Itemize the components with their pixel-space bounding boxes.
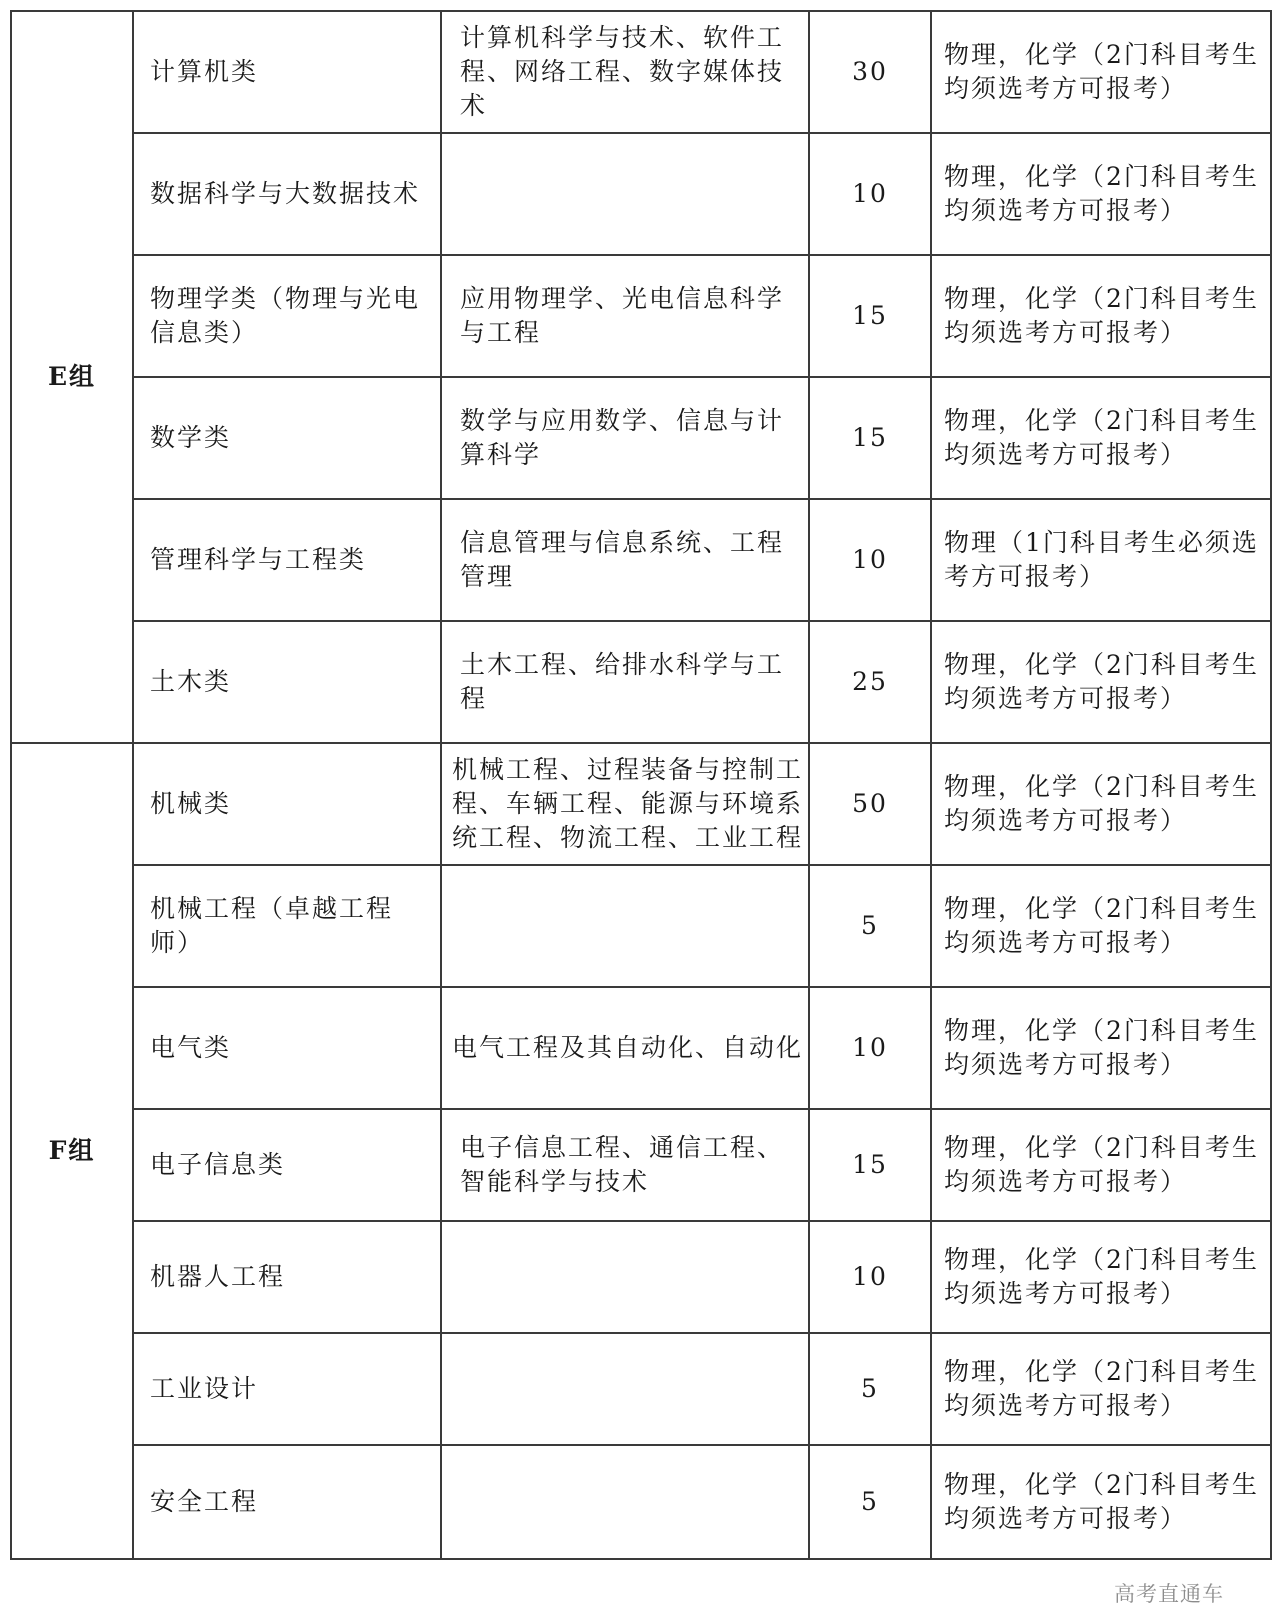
group-label-e: E组 [11,11,133,743]
majors-cell [441,133,809,255]
table-row [11,1221,1271,1333]
quota-cell: 25 [809,621,931,743]
quota-cell: 15 [809,1109,931,1221]
majors-cell: 机械工程、过程装备与控制工程、车辆工程、能源与环境系统工程、物流工程、工业工程 [441,743,809,865]
requirement-cell: 物理，化学（2门科目考生均须选考方可报考） [931,377,1271,499]
requirement-cell: 物理，化学（2门科目考生均须选考方可报考） [931,1333,1271,1445]
quota-cell: 50 [809,743,931,865]
table-row [11,255,1271,377]
category-cell: 电子信息类 [133,1109,441,1221]
table-row [11,865,1271,987]
category-cell: 工业设计 [133,1333,441,1445]
quota-cell: 15 [809,255,931,377]
table-row [11,133,1271,255]
requirement-cell: 物理，化学（2门科目考生均须选考方可报考） [931,865,1271,987]
table-row [11,743,1271,865]
quota-cell: 10 [809,1221,931,1333]
majors-cell [441,1333,809,1445]
requirement-cell: 物理，化学（2门科目考生均须选考方可报考） [931,133,1271,255]
majors-cell: 应用物理学、光电信息科学与工程 [441,255,809,377]
majors-cell: 信息管理与信息系统、工程管理 [441,499,809,621]
table-row [11,987,1271,1109]
majors-cell: 土木工程、给排水科学与工程 [441,621,809,743]
majors-cell [441,1221,809,1333]
category-cell: 电气类 [133,987,441,1109]
table-row [11,1445,1271,1559]
requirement-cell: 物理，化学（2门科目考生均须选考方可报考） [931,621,1271,743]
requirement-cell: 物理，化学（2门科目考生均须选考方可报考） [931,987,1271,1109]
requirement-cell: 物理，化学（2门科目考生均须选考方可报考） [931,1109,1271,1221]
table-row [11,1109,1271,1221]
requirement-cell: 物理，化学（2门科目考生均须选考方可报考） [931,1445,1271,1559]
category-cell: 数据科学与大数据技术 [133,133,441,255]
majors-cell [441,865,809,987]
watermark-text: 高考直通车 [1114,1582,1224,1606]
requirement-cell: 物理，化学（2门科目考生均须选考方可报考） [931,11,1271,133]
category-cell: 机械工程（卓越工程师） [133,865,441,987]
category-cell: 安全工程 [133,1445,441,1559]
quota-cell: 5 [809,1333,931,1445]
majors-cell: 数学与应用数学、信息与计算科学 [441,377,809,499]
quota-cell: 15 [809,377,931,499]
category-cell: 计算机类 [133,11,441,133]
quota-cell: 10 [809,499,931,621]
quota-cell: 5 [809,1445,931,1559]
table-row [11,499,1271,621]
table-row [11,621,1271,743]
majors-cell: 电子信息工程、通信工程、智能科学与技术 [441,1109,809,1221]
majors-cell: 电气工程及其自动化、自动化 [441,987,809,1109]
quota-cell: 10 [809,133,931,255]
majors-cell: 计算机科学与技术、软件工程、网络工程、数字媒体技术 [441,11,809,133]
quota-cell: 30 [809,11,931,133]
category-cell: 数学类 [133,377,441,499]
majors-cell [441,1445,809,1559]
category-cell: 物理学类（物理与光电信息类） [133,255,441,377]
category-cell: 管理科学与工程类 [133,499,441,621]
category-cell: 土木类 [133,621,441,743]
requirement-cell: 物理，化学（2门科目考生均须选考方可报考） [931,743,1271,865]
requirement-cell: 物理，化学（2门科目考生均须选考方可报考） [931,1221,1271,1333]
quota-cell: 10 [809,987,931,1109]
table-row [11,11,1271,133]
category-cell: 机械类 [133,743,441,865]
enrollment-table [10,10,1272,1560]
quota-cell: 5 [809,865,931,987]
requirement-cell: 物理，化学（2门科目考生均须选考方可报考） [931,255,1271,377]
category-cell: 机器人工程 [133,1221,441,1333]
group-label-f: F组 [11,743,133,1559]
table-row [11,1333,1271,1445]
requirement-cell: 物理（1门科目考生必须选考方可报考） [931,499,1271,621]
table-row [11,377,1271,499]
